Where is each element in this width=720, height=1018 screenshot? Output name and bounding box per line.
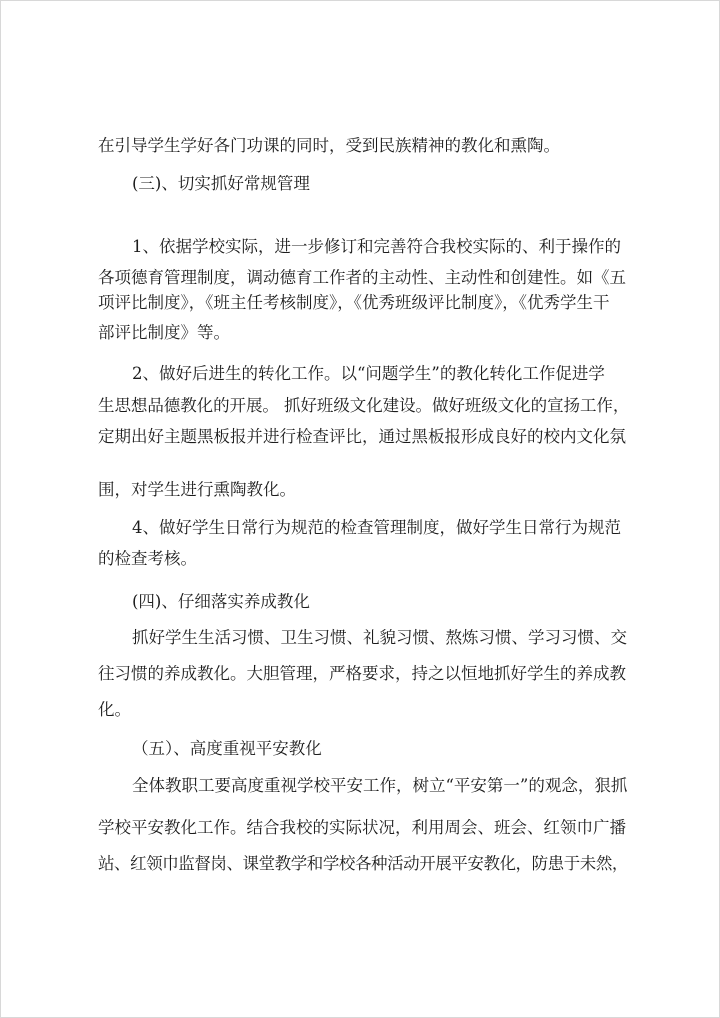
section-heading: (四)、仔细落实养成教化: [132, 592, 310, 611]
text-line: 学校平安教化工作。结合我校的实际状况，利用周会、班会、红领巾广播: [98, 818, 626, 837]
text-line: 部评比制度》等。: [98, 323, 230, 342]
text-line: 化。: [98, 700, 131, 719]
section-heading: (三)、切实抓好常规管理: [132, 174, 310, 193]
text-line: 往习惯的养成教化。大胆管理，严格要求，持之以恒地抓好学生的养成教: [98, 664, 626, 683]
text-line: 围，对学生进行熏陶教化。: [98, 480, 296, 499]
text-line: 1、依据学校实际，进一步修订和完善符合我校实际的、利于操作的: [132, 237, 621, 256]
text-line: 项评比制度》，《班主任考核制度》，《优秀班级评比制度》，《优秀学生干: [98, 293, 610, 312]
text-line: 站、红领巾监督岗、课堂教学和学校各种活动开展平安教化，防患于未然，: [98, 854, 628, 873]
text-line: 生思想品德教化的开展。 抓好班级文化建设。做好班级文化的宣扬工作，: [98, 396, 630, 415]
text-line: 定期出好主题黑板报并进行检查评比，通过黑板报形成良好的校内文化氛: [98, 427, 626, 446]
text-line: 抓好学生生活习惯、卫生习惯、礼貌习惯、熬炼习惯、学习习惯、交: [132, 628, 627, 647]
text-line: 4、做好学生日常行为规范的检查管理制度，做好学生日常行为规范: [132, 518, 621, 537]
text-line: 各项德育管理制度，调动德育工作者的主动性、主动性和创建性。如《五: [98, 268, 626, 287]
text-line: 全体教职工要高度重视学校平安工作，树立“平安第一”的观念，狠抓: [132, 776, 628, 795]
text-line: 的检查考核。: [98, 549, 197, 568]
text-line: 在引导学生学好各门功课的同时，受到民族精神的教化和熏陶。: [98, 136, 560, 155]
section-heading: （五）、高度重视平安教化: [132, 739, 322, 758]
text-line: 2、做好后进生的转化工作。以“问题学生”的教化转化工作促进学: [132, 364, 605, 383]
